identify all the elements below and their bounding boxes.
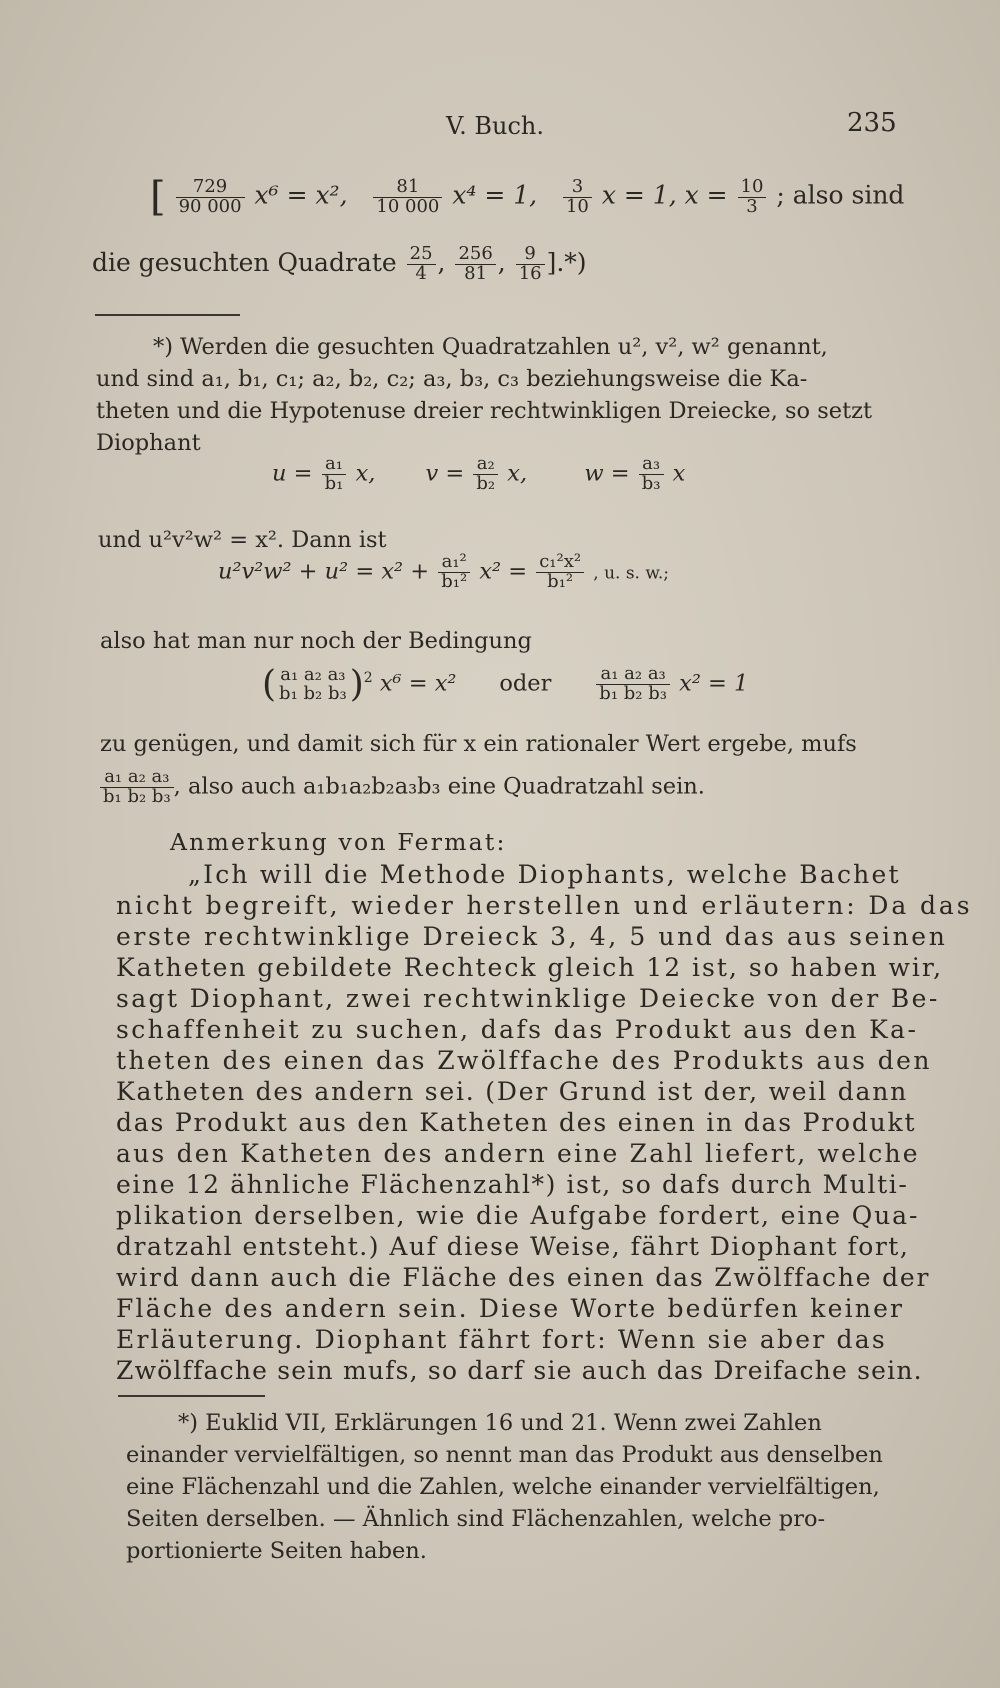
footnote1-equation-3: ( a₁ a₂ a₃ b₁ b₂ b₃ )$^2$ x⁶ = x² oder $\frac{\text{a₁ a₂ a₃}}{\text{b₁ b₂ b₃}}$ x² = 1 xyxy=(262,663,749,705)
fermat-title: Anmerkung von Fermat: xyxy=(170,828,507,856)
footnote1-line-8: $\frac{\text{a₁ a₂ a₃}}{\text{b₁ b₂ b₃}}$ , also auch a₁b₁a₂b₂a₃b₃ eine Quadratzahl sein. xyxy=(100,768,705,807)
fermat-line: erste rechtwinklige Dreieck 3, 4, 5 und das aus seinen xyxy=(116,922,948,951)
footnote-divider-2 xyxy=(118,1395,265,1397)
footnote1-line-5: und u²v²w² = x². Dann ist xyxy=(98,527,387,553)
footnote1-line-4: Diophant xyxy=(96,430,201,456)
footnote-divider-1 xyxy=(95,314,240,316)
footnote1-line-1: *) Werden die gesuchten Quadratzahlen u², v², w² genannt, xyxy=(153,334,828,360)
footnote1-equation-1: u = $\frac{\text{a₁}}{\text{b₁}}$ x, v = $\frac{\text{a₂}}{\text{b₂}}$ x, w = $\frac{\text{a₃}}{\text{b₃}}$ x xyxy=(272,453,686,494)
fermat-line: theten des einen das Zwölffache des Produkts aus den xyxy=(116,1046,932,1075)
formula-line-1: [ $\frac{729}{90 000}$ x⁶ = x², $\frac{81}{10 000}$ x⁴ = 1, $\frac{3}{10}$ x = 1, x = $\frac{10}{3}$ ; also sind xyxy=(150,174,905,220)
footnote2-line: einander vervielfältigen, so nennt man das Produkt aus denselben xyxy=(126,1442,883,1468)
fermat-line: wird dann auch die Fläche des einen das Zwölffache der xyxy=(116,1263,931,1292)
fermat-line: Katheten des andern sei. (Der Grund ist der, weil dann xyxy=(116,1077,909,1106)
fermat-line: aus den Katheten des andern eine Zahl liefert, welche xyxy=(116,1139,920,1168)
fermat-line: sagt Diophant, zwei rechtwinklige Deiecke von der Be- xyxy=(116,984,940,1013)
fermat-line: plikation derselben, wie die Aufgabe fordert, eine Qua- xyxy=(116,1201,920,1230)
fermat-line: schaffenheit zu suchen, dafs das Produkt aus den Ka- xyxy=(116,1015,919,1044)
formula-line-2: die gesuchten Quadrate $\frac{25}{4}$ , $\frac{256}{81}$ , $\frac{9}{16}$ ].*) xyxy=(92,243,587,284)
footnote1-line-7: zu genügen, und damit sich für x ein rationaler Wert ergebe, mufs xyxy=(100,731,857,757)
footnote1-line-6: also hat man nur noch der Bedingung xyxy=(100,628,532,654)
fermat-line: Zwölffache sein mufs, so darf sie auch das Dreifache sein. xyxy=(116,1356,923,1385)
page-number: 235 xyxy=(847,108,897,138)
footnote1-line-3: theten und die Hypotenuse dreier rechtwinkligen Dreiecke, so setzt xyxy=(96,398,873,424)
footnote1-line-2: und sind a₁, b₁, c₁; a₂, b₂, c₂; a₃, b₃, c₃ beziehungsweise die Ka- xyxy=(96,366,808,392)
footnote2-line: *) Euklid VII, Erklärungen 16 und 21. Wenn zwei Zahlen xyxy=(178,1410,822,1436)
footnote2-line: eine Flächenzahl und die Zahlen, welche einander vervielfältigen, xyxy=(126,1474,880,1500)
footnote1-equation-2: u²v²w² + u² = x² + $\frac{\text{a₁²}}{\text{b₁²}}$ x² = $\frac{\text{c₁²x²}}{\text{b₁²}}$ , u. s. w.; xyxy=(218,551,670,592)
fermat-line: das Produkt aus den Katheten des einen in das Produkt xyxy=(116,1108,917,1137)
running-header: V. Buch. xyxy=(446,112,545,140)
fermat-line: dratzahl entsteht.) Auf diese Weise, fährt Diophant fort, xyxy=(116,1232,910,1261)
fermat-line: Katheten gebildete Rechteck gleich 12 ist, so haben wir, xyxy=(116,953,944,982)
footnote2-line: portionierte Seiten haben. xyxy=(126,1538,427,1564)
footnote2-line: Seiten derselben. — Ähnlich sind Flächenzahlen, welche pro- xyxy=(126,1506,826,1532)
fermat-line: Fläche des andern sein. Diese Worte bedürfen keiner xyxy=(116,1294,905,1323)
fermat-line: Erläuterung. Diophant fährt fort: Wenn sie aber das xyxy=(116,1325,887,1354)
fermat-line: nicht begreift, wieder herstellen und erläutern: Da das xyxy=(116,891,973,920)
fermat-line: eine 12 ähnliche Flächenzahl*) ist, so dafs durch Multi- xyxy=(116,1170,909,1199)
fermat-line: „Ich will die Methode Diophants, welche Bachet xyxy=(188,860,901,889)
